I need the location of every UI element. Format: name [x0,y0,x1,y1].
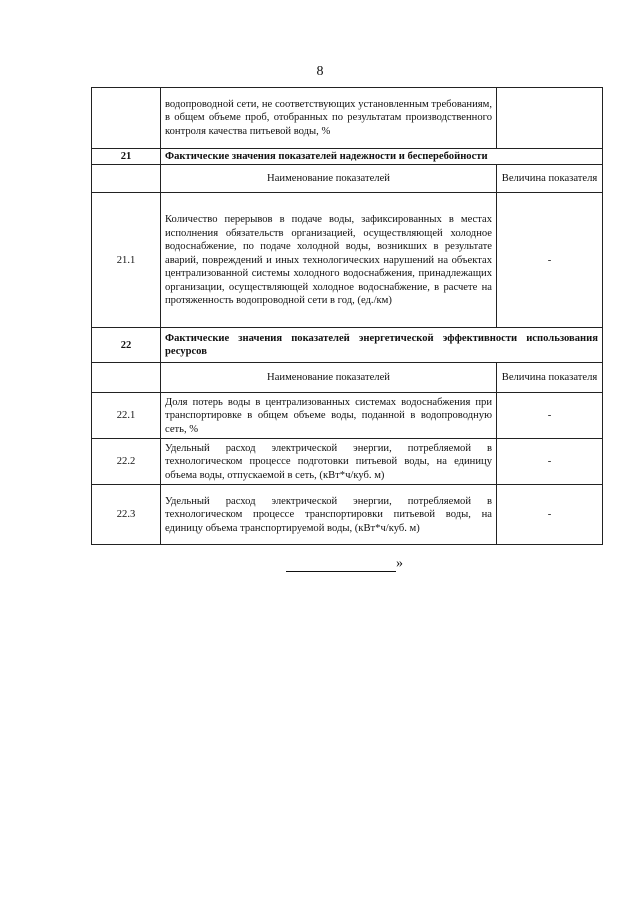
row-number-cell: 22.3 [92,485,161,545]
row-text-cell: Доля потерь воды в централизованных системах водоснабжения при транспортировке в общем объеме воды, поданной в водопроводную сеть, % [161,393,497,439]
section-title: Фактические значения показателей надежности и бесперебойности [161,149,603,165]
row-value-cell: - [497,193,603,328]
row-number-cell: 22.2 [92,439,161,485]
header-row [92,363,603,393]
section-title: Фактические значения показателей энергетической эффективности использования ресурсов [161,328,603,363]
header-value-cell: Величина показателя [497,363,603,393]
indicators-table [91,87,603,545]
header-name-cell: Наименование показателей [161,165,497,193]
closing-line [286,556,403,572]
section-row-21 [92,149,603,165]
header-empty-cell [92,363,161,393]
closing-quote: » [396,556,403,571]
header-value-cell: Величина показателя [497,165,603,193]
header-name-cell: Наименование показателей [161,363,497,393]
section-row-22 [92,328,603,363]
page-number: 8 [316,64,324,79]
row-text-cell: водопроводной сети, не соответствующих установленным требованиям, в общем объеме проб, отобранных по результатам производственного контроля качества питьевой воды, % [161,88,497,149]
table-row [92,439,603,485]
section-number: 22 [92,328,161,363]
underline-blank [286,558,396,572]
row-value-cell [497,88,603,149]
row-number-cell: 22.1 [92,393,161,439]
row-text-cell: Удельный расход электрической энергии, потребляемой в технологическом процессе подготовки питьевой воды, на единицу объема воды, отпускаемой в сеть, (кВт*ч/куб. м) [161,439,497,485]
header-row [92,165,603,193]
row-number-cell: 21.1 [92,193,161,328]
section-number: 21 [92,149,161,165]
row-value-cell: - [497,439,603,485]
row-text-cell: Количество перерывов в подаче воды, зафиксированных в местах исполнения обязательств организацией, осуществляющей холодное водоснабжение, по подаче холодной воды, возникших в результате аварий, повреждений и иных технологических нарушений на объектах централизованной системы холодного водоснабжения, принадлежащих организации, осуществляющей холодное водоснабжение, в расчете на протяженность водопроводной сети в год, (ед./км) [161,193,497,328]
row-number-cell [92,88,161,149]
row-value-cell: - [497,393,603,439]
table-row [92,393,603,439]
row-text-cell: Удельный расход электрической энергии, потребляемой в технологическом процессе транспортировки питьевой воды, на единицу объема транспортируемой воды, (кВт*ч/куб. м) [161,485,497,545]
header-empty-cell [92,165,161,193]
table-row [92,193,603,328]
row-value-cell: - [497,485,603,545]
table-row [92,88,603,149]
table-row [92,485,603,545]
